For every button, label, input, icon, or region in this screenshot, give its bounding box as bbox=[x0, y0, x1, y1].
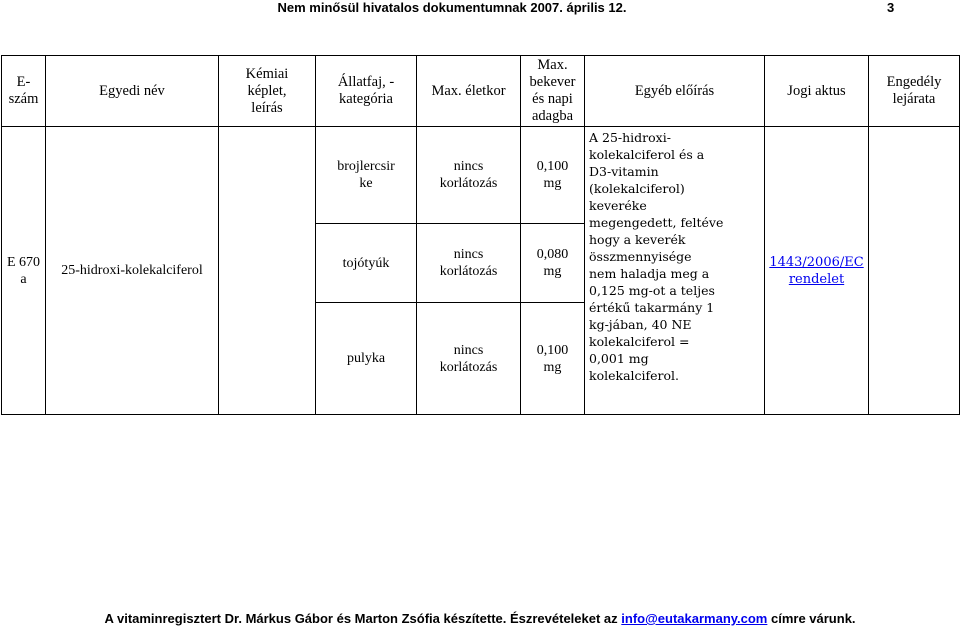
cell-dose bbox=[521, 127, 585, 415]
cell-chem bbox=[219, 127, 316, 415]
cell-name: 25-hidroxi-kolekalciferol bbox=[46, 127, 219, 415]
col-age: Max. életkor bbox=[417, 56, 521, 127]
species-3: pulyka bbox=[316, 302, 416, 414]
footer-text-before: A vitaminregisztert Dr. Márkus Gábor és Marton Zsófia készítette. Észrevételeket az bbox=[104, 611, 622, 626]
header-title: Nem minősül hivatalos dokumentumnak 2007. április 12. bbox=[277, 0, 627, 15]
footer-email-link[interactable]: info@eutakarmany.com bbox=[621, 611, 768, 626]
col-species: Állatfaj, - kategória bbox=[316, 56, 417, 127]
cell-eszam: E 670 a bbox=[2, 127, 46, 415]
species-2: tojótyúk bbox=[316, 223, 416, 302]
age-2: nincs korlátozás bbox=[417, 223, 520, 302]
regulation-link[interactable]: 1443/2006/EC rendelet bbox=[769, 254, 864, 287]
cell-species bbox=[316, 127, 417, 415]
dose-3: 0,100 mg bbox=[521, 302, 584, 414]
col-law: Jogi aktus bbox=[765, 56, 869, 127]
col-name: Egyedi név bbox=[46, 56, 219, 127]
col-chem: Kémiai képlet, leírás bbox=[219, 56, 316, 127]
page-footer bbox=[0, 611, 960, 627]
cell-other-requirement: A 25-hidroxi- kolekalciferol és a D3-vitamin (kolekalciferol) keveréke megengedett, feltéve hogy a keverék összmennyisége nem haladja meg a 0,125 mg-ot a teljes értékű takarmány 1 kg-jában, 40 NE kolekalciferol = 0,001 mg kolekalciferol. bbox=[585, 127, 765, 415]
col-eszam: E- szám bbox=[2, 56, 46, 127]
age-3: nincs korlátozás bbox=[417, 302, 520, 414]
table-row bbox=[2, 127, 960, 415]
dose-1: 0,100 mg bbox=[536, 159, 569, 191]
dose-2: 0,080 mg bbox=[521, 223, 584, 302]
page-number: 3 bbox=[887, 0, 895, 15]
age-1: nincs korlátozás bbox=[439, 159, 498, 191]
vitamin-register-table bbox=[1, 55, 960, 415]
col-expiry: Engedély lejárata bbox=[869, 56, 960, 127]
col-other: Egyéb előírás bbox=[585, 56, 765, 127]
table-header-row bbox=[2, 56, 960, 127]
cell-age bbox=[417, 127, 521, 415]
col-dose: Max. bekever és napi adagba bbox=[521, 56, 585, 127]
species-1: brojlercsir ke bbox=[337, 159, 395, 191]
cell-expiry bbox=[869, 127, 960, 415]
footer-text-after: címre várunk. bbox=[767, 611, 856, 626]
cell-law bbox=[765, 127, 869, 415]
